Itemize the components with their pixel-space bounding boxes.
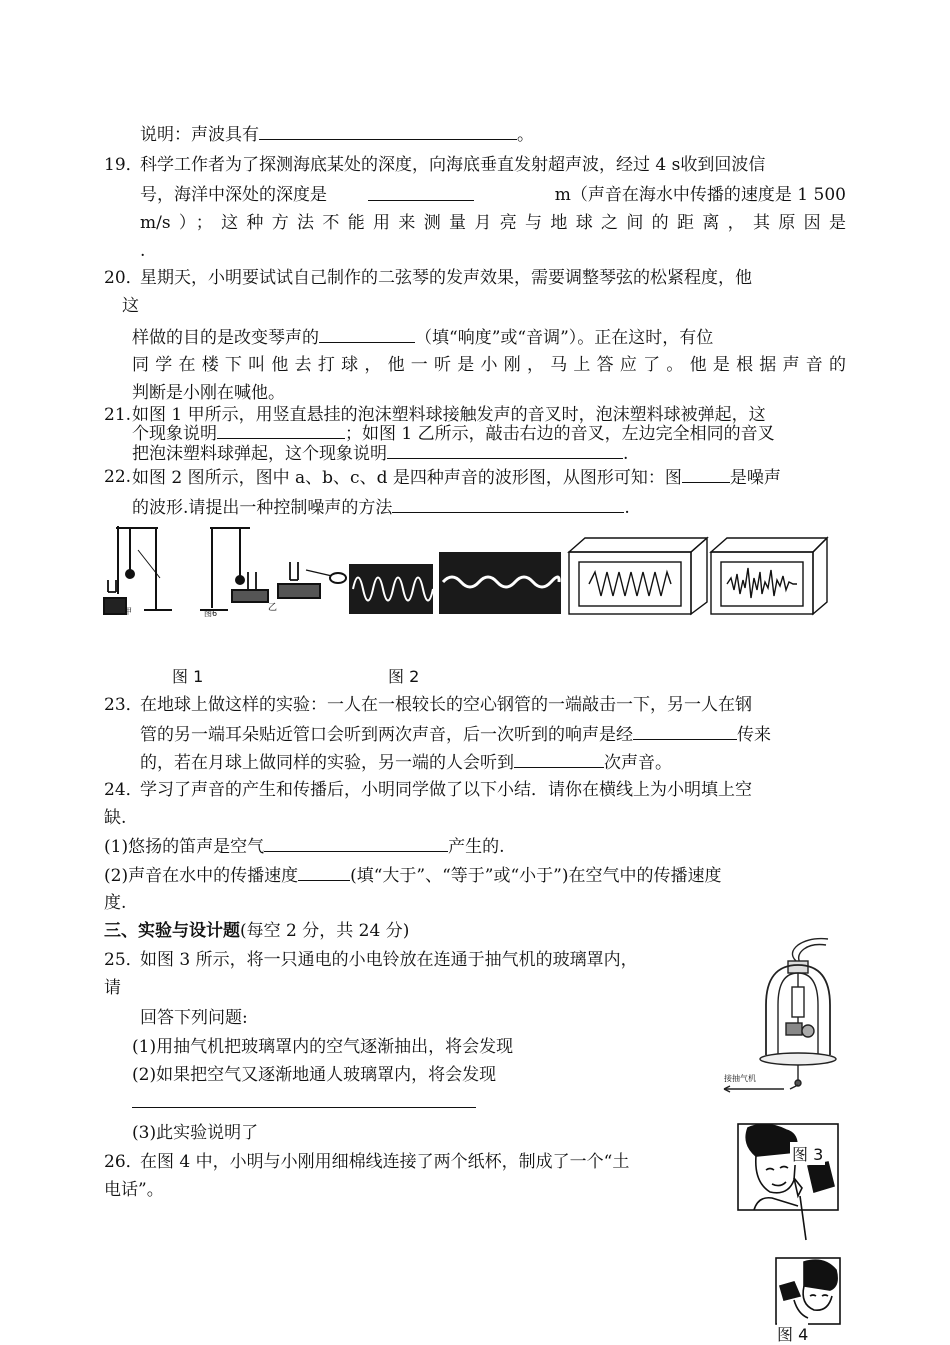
q22-blank-1[interactable] [682,466,730,483]
q20-blank[interactable] [319,326,415,343]
q20-line2: 这 [122,296,139,316]
q18-line [140,123,534,146]
q24-part2-b: (填“大于”、“等于”或“小于”)在空气中的传播速度 [350,866,722,886]
q24-blank-2[interactable] [298,864,350,881]
figure-2-waveforms [349,528,831,620]
q23-line3 [140,751,672,774]
q25-answer-line[interactable] [132,1107,476,1108]
q25-line3: 回答下列问题: [140,1008,248,1028]
q20-number: 20． [104,268,143,288]
q24-part1-a: (1)悠扬的笛声是空气 [104,837,265,857]
q20-line1: 星期天，小明要试试自己制作的二弦琴的发声效果，需要调整琴弦的松紧程度，他 [140,268,752,288]
q24-part2-tail: 度. [104,893,127,913]
q22-line1-b: 是噪声 [729,468,781,488]
q19-depth-blank[interactable] [368,184,474,201]
q21-blank-1[interactable] [217,422,345,439]
q26-line1: 在图 4 中，小明与小刚用细棉线连接了两个纸杯，制成了一个“土 [140,1152,630,1172]
q18-prefix: 说明：声波具有 [140,125,259,145]
figure-3-pump-label: 接抽气机 [724,1074,756,1083]
q22-line2-a: 的波形.请提出一种控制噪声的方法 [132,498,393,518]
q24-blank-1[interactable] [264,835,448,852]
q21-blank-2[interactable] [387,442,623,459]
figure-1-label-6: 图6 [204,609,218,618]
q20-line4: 同学在楼下叫他去打球，他一听是小刚，马上答应了。他是根据声音的 [132,355,846,375]
section-3-title: 三、实验与设计题 [104,921,240,941]
q22-line1 [132,466,781,489]
q24-line2: 缺. [104,808,127,828]
q20-line3-b: （填“响度”或“音调”）。正在这时，有位 [415,328,714,348]
figure-4-boy-with-cup [736,1122,840,1242]
q26-line2: 电话”。 [104,1180,164,1200]
q25-line1: 如图 3 所示，将一只通电的小电铃放在连通于抽气机的玻璃罩内， [140,950,638,970]
section-3-heading [104,920,409,942]
figure-1-label-yi: 乙 [268,603,278,613]
q19-line2 [140,184,846,206]
q25-part2: (2)如果把空气又逐渐地通人玻璃罩内，将会发现 [132,1065,497,1085]
q21-number: 21. [104,405,132,425]
q19-line1: 科学工作者为了探测海底某处的深度，向海底垂直发射超声波，经过 4 s收到回波信 [140,155,766,175]
q22-line2-b: . [624,498,630,518]
q22-blank-2[interactable] [392,496,624,513]
q20-line3-a: 样做的目的是改变琴声的 [132,328,319,348]
q21-line3-a: 把泡沫塑料球弹起，这个现象说明 [132,444,387,464]
q24-part2-a: (2)声音在水中的传播速度 [104,866,299,886]
q26-number: 26． [104,1152,143,1172]
q23-line1: 在地球上做这样的实验：一人在一根较长的空心钢管的一端敲击一下，另一人在钢 [140,695,752,715]
q23-line2-a: 管的另一端耳朵贴近管口会听到两次声音，后一次听到的响声是经 [140,725,633,745]
q19-line4: . [140,241,146,261]
figure-3-caption: 图 3 [790,1142,825,1165]
figure-1-label-jia: 甲 [124,607,132,616]
q21-line2-b: ；如图 1 乙所示，敲击右边的音叉，左边完全相同的音叉 [345,424,775,444]
q23-line2 [140,723,771,746]
q18-blank[interactable] [259,123,517,140]
q25-part1: (1)用抽气机把玻璃罩内的空气逐渐抽出，将会发现 [132,1037,514,1057]
q21-line2-a: 个现象说明 [132,424,217,444]
q25-line2: 请 [104,978,121,998]
q23-line3-a: 的，若在月球上做同样的实验，另一端的人会听到 [140,753,514,773]
q25-number: 25． [104,950,143,970]
q18-suffix: 。 [517,125,534,145]
q25-part3: (3)此实验说明了 [132,1123,259,1143]
section-3-note: (每空 2 分，共 24 分) [240,921,410,941]
q19-line3: m/s）；这种方法不能用来测量月亮与地球之间的距离，其原因是 [140,213,846,233]
figure-4-second-boy [774,1256,842,1326]
q24-line1: 学习了声音的产生和传播后，小明同学做了以下小结．请你在横线上为小明填上空 [140,780,752,800]
q20-line3 [132,326,713,349]
q24-part2 [104,864,722,887]
q22-line1-a: 如图 2 图所示，图中 a、b、c、d 是四种声音的波形图，从图形可知：图 [132,468,682,488]
q20-line5: 判断是小刚在喊他。 [132,383,285,403]
figure-2-caption: 图 2 [388,667,420,686]
q23-blank-2[interactable] [514,751,604,768]
figure-3-bell-jar [718,935,838,1095]
q22-line2 [132,496,630,519]
figure-4-caption: 图 4 [777,1322,808,1345]
figure-1-caption: 图 1 [172,667,204,686]
q23-line2-b: 传来 [737,725,771,745]
q19-line2-a: 号，海洋中深处的深度是 [140,185,327,205]
q24-part1 [104,835,505,858]
q23-number: 23． [104,695,143,715]
figure-1-tuning-forks [100,520,348,620]
q19-number: 19． [104,155,143,175]
q21-line3 [132,442,628,465]
q24-part1-b: 产生的. [448,837,505,857]
q23-blank-1[interactable] [633,723,737,740]
q23-line3-b: 次声音。 [604,753,672,773]
q21-line1: 如图 1 甲所示，用竖直悬挂的泡沫塑料球接触发声的音叉时，泡沫塑料球被弹起，这 [132,405,766,425]
q19-line2-b: m（声音在海水中传播的速度是 1 500 [554,185,846,205]
q24-number: 24． [104,780,143,800]
q21-line3-b: . [623,444,629,464]
q22-number: 22. [104,467,132,487]
